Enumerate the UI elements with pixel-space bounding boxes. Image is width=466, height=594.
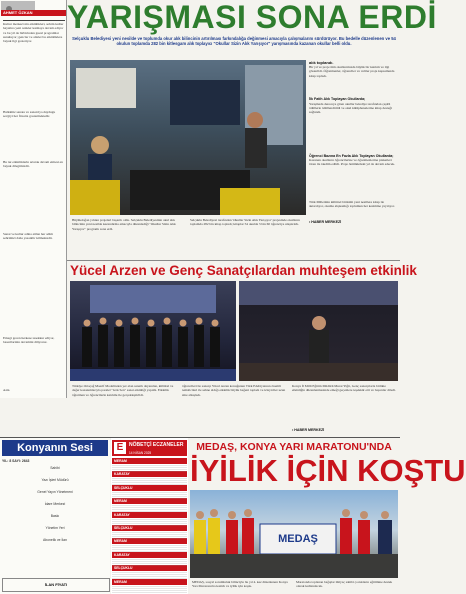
pharmacy-district-label: SELÇUKLU xyxy=(112,485,187,491)
columnist-closing: Aziz. xyxy=(3,388,11,392)
pharmacy-district-label: MERAM xyxy=(112,458,187,464)
top-body-2: Selçuklu Belediyesi tarafından 'Okullar Sizin Alık Yarışıyor' projesinde okulların toplamda 282 bin kitap topladı; kitaplar 54 okulda 3 bin 60 öğrenciye ulaştırıldı. xyxy=(190,218,300,227)
pharmacy-entries xyxy=(112,545,187,552)
paper-print: Baskı xyxy=(50,514,60,519)
columnist-para-2: Bu tur etkinliklerin artarak devam etmesi en buyuk dilegimizdir. xyxy=(3,160,63,169)
pharmacy-district xyxy=(112,525,187,538)
pharmacy-district xyxy=(112,552,187,565)
pharmacy-list xyxy=(112,458,187,592)
marathon-body-2: Maratonda toplanan bağışlar ihtiyaç sahibi çocukların eğitimine destek olarak kullanılacak. xyxy=(296,580,393,589)
pharmacy-district xyxy=(112,485,187,498)
pharmacy-entries xyxy=(112,505,187,512)
top-sidebar xyxy=(309,60,399,258)
pharmacy-district-label: KARATAY xyxy=(112,471,187,477)
sidebar-para-1: Bir yıl ve proje tüm okullarımızda büyük bir katılım ve ilgi gösterildi. Öğretmenler, öğrenciler ve veliler proje kapsamında kitap topladı. xyxy=(309,65,395,78)
sidebar-para-3: Kazanan okulların öğrencilerine ve öğretmenlerine plaketleri tören ile takdim edildi. Proje önümüzdeki yıl da devam edecek. xyxy=(309,158,395,167)
sidebar-para-4: Türk Milletinin kültürel birikimi yeni nesillere kitap ile aktarılıyor, okuma alışkanlığı toplumun her kesimine yayılıyor. xyxy=(309,200,395,209)
pharmacy-subtitle: 14 NİSAN 2025 xyxy=(129,451,152,455)
paper-director: Genel Yayın Yönetmeni xyxy=(37,490,73,495)
pharmacy-title: NÖBETÇİ ECZANELER xyxy=(129,442,184,448)
paper-issue: YIL: 8 SAYI: 2643 xyxy=(2,459,30,463)
pharmacy-district xyxy=(112,538,187,551)
top-photo xyxy=(70,60,306,215)
pharmacy-entries xyxy=(112,519,187,526)
pharmacy-district xyxy=(112,565,187,578)
middle-col-2: öğrencileri ile sanatçı Yücel Arzen konuğunun Türk Edebiyatının önemli temsilcileri ile sahne aldığı etkinlik büyük beğeni topladı ve izleyiciler uzun süre alkışladı. xyxy=(182,384,286,397)
marathon-photo xyxy=(190,490,398,578)
column-divider xyxy=(66,0,67,398)
paper-editor: Yazı İşleri Müdürü xyxy=(41,478,69,483)
paper-name: Konyanın Sesi xyxy=(2,440,108,456)
middle-byline: • HABER MERKEZİ xyxy=(292,428,325,432)
pharmacy-entries xyxy=(112,559,187,566)
sidebar-subhead-1: İlk Fatih Alık Toplayan Okullarda; xyxy=(309,97,366,101)
pharmacy-district xyxy=(112,471,187,484)
columnist-para-1: Halkimiz sanata ve sanatciya duydugu sevgiyi her firsatta gostermektedir. xyxy=(3,110,56,119)
masthead-column xyxy=(0,438,110,594)
pharmacy-district-label: MERAM xyxy=(112,498,187,504)
sidebar-byline: • HABER MERKEZİ xyxy=(309,220,342,224)
paper-subscription: Abonelik ve İlan xyxy=(43,538,67,543)
pharmacy-e-icon: E xyxy=(114,442,126,454)
pharmacy-district-label: SELÇUKLU xyxy=(112,525,187,531)
pharmacy-entries xyxy=(112,572,187,579)
ceremony-photo-icon xyxy=(70,60,306,215)
paper-owner: Sahibi xyxy=(50,466,60,471)
pharmacy-district-label: MERAM xyxy=(112,538,187,544)
marathon-headline-bottom: İYİLİK İÇİN KOŞTU xyxy=(190,453,466,488)
column-rule xyxy=(3,20,65,21)
pharmacy-district xyxy=(112,458,187,471)
singer-photo-icon xyxy=(239,281,398,381)
sidebar-title: alık toplandı. xyxy=(309,60,334,65)
paper-hq: İdare Merkezi xyxy=(44,502,66,507)
pharmacy-district-label: MERAM xyxy=(112,579,187,585)
pharmacy-district-label: KARATAY xyxy=(112,512,187,518)
pharmacy-entries xyxy=(112,492,187,499)
paper-info xyxy=(2,459,108,550)
stage-group-photo-icon xyxy=(70,281,236,381)
columnist-column xyxy=(0,0,66,398)
paper-office: Yönetim Yeri xyxy=(45,526,65,531)
pharmacy-entries xyxy=(112,586,187,593)
pharmacy-column xyxy=(111,438,188,594)
middle-headline: Yücel Arzen ve Genç Sanatçılardan muhteşem etkinlik xyxy=(70,263,417,278)
marathon-banner-text: MEDAŞ xyxy=(278,533,318,545)
columnist-para-4: Emegi gecen herkese tesekkur ediyor, basarilarinin devamini diliyoruz. xyxy=(3,336,55,345)
middle-col-1: Türkiye Ortaçağ Maarif Modelinden yer alan sanatlı dayanılan, kültürel ve değer kazanımlarıyla paralel "Gök Sen" sanat etkinliği yapıldı. Etkinlik öğretmen ve öğrencilerin katılımı ile gerçekleştirildi. xyxy=(72,384,174,397)
top-body-1: Büyükdoğan yılının projeleri başarılı oldu. Selçuklu Belediyesinin okul alık bilincinin yeni nesilde kazandırma amacıyla düzenlediği "Okullar Sizin Alık Yarışıyor" programı sona erdi. xyxy=(72,218,176,231)
columnist-name: AHMET ÖZKAN xyxy=(1,10,67,16)
pharmacy-district xyxy=(112,512,187,525)
pharmacy-entries xyxy=(112,478,187,485)
top-lede: Selçuklu Belediyesi yeni nesilde ve toplumda okur alık bilincinin artırılması farkındalığa değinmesi amacıyla çalışmalarını sürdürüyor. Bu bedelle düzenlenen ve 54 okulun toplamda 282 bin kitlesgam alık toplayıcı "Okullar Sizin Alık Yarışıyor" yarışmasında kazanan okullar belli oldu. xyxy=(72,36,396,47)
pharmacy-header xyxy=(112,440,187,456)
columnist-intro: Kultur merkezi nin etkinlikleri, sehrin kultur hayatina yeni renkler katmaya devam ediyor ve bu yil da birbirinden guzel programlar sunuluyor; gencler ve aileler bu etkinliklere buyuk ilgi gosteriyor. xyxy=(3,22,64,44)
pharmacy-district xyxy=(112,498,187,511)
pharmacy-entries xyxy=(112,465,187,472)
pharmacy-district xyxy=(112,579,187,592)
columnist-para-3: Sanat ve kultur adina atilan her adim sehrimizi daha yasanilir kilmaktadir. xyxy=(3,232,53,241)
marathon-headline-top: MEDAŞ, KONYA YARI MARATONU'NDA xyxy=(196,441,392,453)
middle-col-3: Konya İl Milli Eğitim Müdürü Murat Yiğit, Genç sanatçılarla birlikte etkinliğin düzenlenmesinde emeği geçenlere teşekkür etti ve başarılar diledi. xyxy=(292,384,396,393)
columnist-photo xyxy=(1,1,35,10)
middle-photo-left xyxy=(70,281,236,381)
marathon-body-1: MEDAŞ, sosyal sorumluluk bilinciyle bu yıl 4. kez düzenlenen Konya Yarı Maratonu'na katıldı ve iyilik için koştu. xyxy=(192,580,288,589)
top-headline: YARIŞMASI SONA ERDİ xyxy=(67,0,437,35)
pharmacy-district-label: KARATAY xyxy=(112,552,187,558)
sidebar-para-2: Yarışmada dereceye giren okullar belediye tarafından çeşitli ödüllerle ödüllendirildi ve okul kütüphanelerine kitap desteği sağlandı. xyxy=(309,101,393,115)
pharmacy-district-label: SELÇUKLU xyxy=(112,565,187,571)
sidebar-subhead-2: Öğrenci Bazına En Fazla Alık Toplayan Okullarda; xyxy=(309,153,394,158)
pharmacy-entries xyxy=(112,532,187,539)
section-rule xyxy=(67,260,400,261)
ad-price-box: İLAN FİYATI xyxy=(2,578,110,592)
middle-photo-right xyxy=(239,281,398,381)
